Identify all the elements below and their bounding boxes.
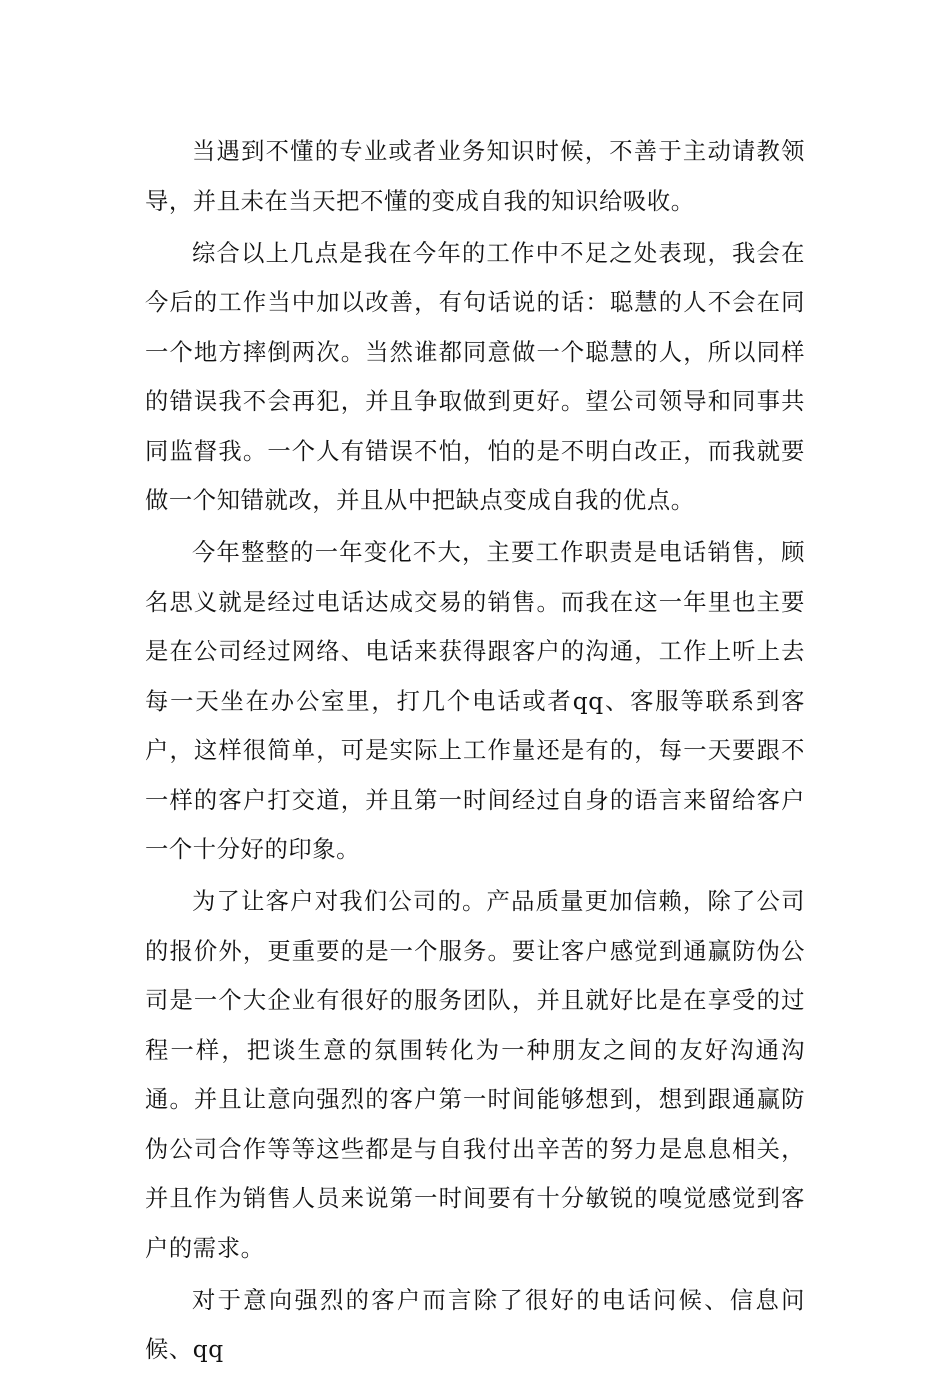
paragraph-2: 综合以上几点是我在今年的工作中不足之处表现，我会在今后的工作当中加以改善，有句话说的话：聪慧的人不会在同一个地方摔倒两次。当然谁都同意做一个聪慧的人，所以同样的错误我不会再犯，并且争取做到更好。望公司领导和同事共同监督我。一个人有错误不怕，怕的是不明白改正，而我就要做一个知错就改，并且从中把缺点变成自我的优点。 [145, 239, 805, 514]
paragraph-4: 为了让客户对我们公司的。产品质量更加信赖，除了公司的报价外，更重要的是一个服务。要让客户感觉到通赢防伪公司是一个大企业有很好的服务团队，并且就好比是在享受的过程一样，把谈生意的氛围转化为一种朋友之间的友好沟通沟通。并且让意向强烈的客户第一时间能够想到，想到跟通赢防伪公司合作等等这些都是与自我付出辛苦的努力是息息相关，并且作为销售人员来说第一时间要有十分敏锐的嗅觉感觉到客户的需求。 [145, 888, 805, 1262]
paragraph-1: 当遇到不懂的专业或者业务知识时候，不善于主动请教领导，并且未在当天把不懂的变成自我的知识给吸收。 [145, 138, 805, 215]
paragraph-5: 对于意向强烈的客户而言除了很好的电话问候、信息问候、qq [145, 1286, 805, 1363]
document-body [145, 127, 805, 1377]
paragraph-3: 今年整整的一年变化不大，主要工作职责是电话销售，顾名思义就是经过电话达成交易的销售。而我在这一年里也主要是在公司经过网络、电话来获得跟客户的沟通，工作上听上去每一天坐在办公室里，打几个电话或者qq、客服等联系到客户，这样很简单，可是实际上工作量还是有的，每一天要跟不一样的客户打交道，并且第一时间经过自身的语言来留给客户一个十分好的印象。 [145, 539, 805, 863]
